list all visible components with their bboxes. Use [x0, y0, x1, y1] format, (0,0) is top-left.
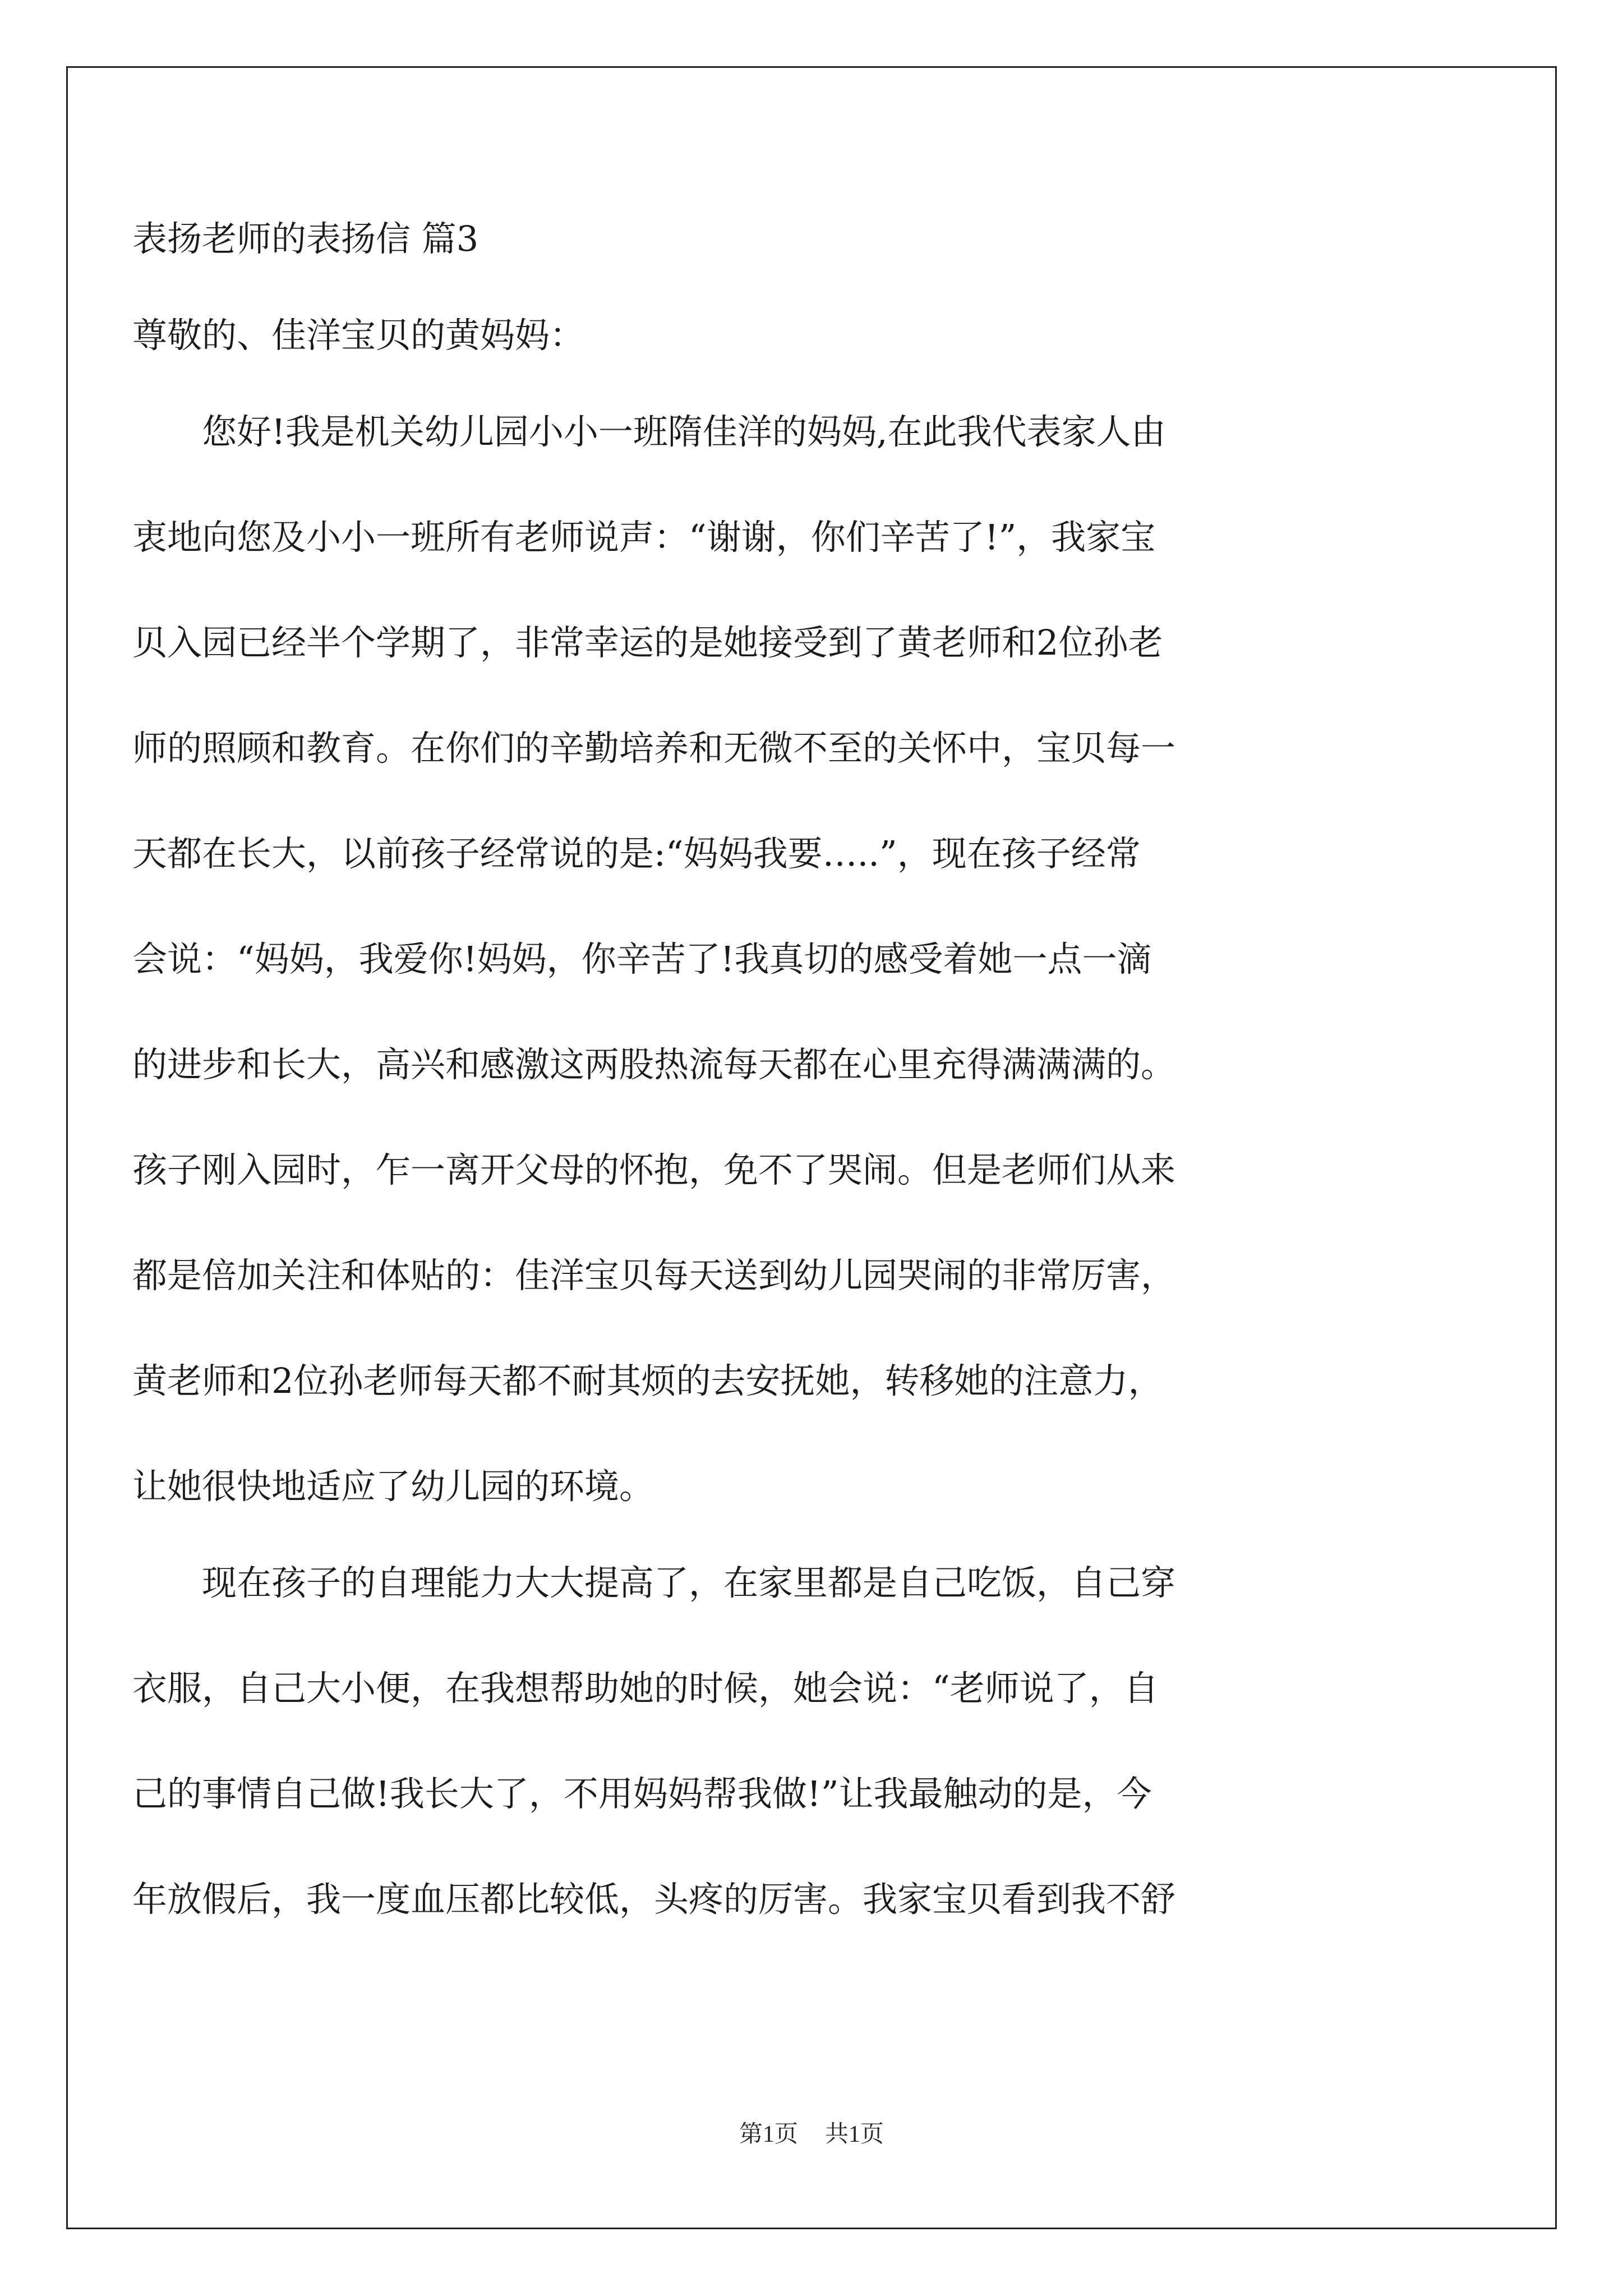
text-line: 天都在长大，以前孩子经常说的是:“妈妈我要…..”，现在孩子经常 — [132, 833, 1141, 874]
text-line: 都是倍加关注和体贴的：佳洋宝贝每天送到幼儿园哭闹的非常厉害， — [132, 1255, 1176, 1296]
text-line: 师的照顾和教育。在你们的辛勤培养和无微不至的关怀中，宝贝每一 — [132, 728, 1176, 769]
paragraph-1 — [132, 411, 1491, 1507]
text-line: 黄老师和2位孙老师每天都不耐其烦的去安抚她，转移她的注意力， — [132, 1360, 1163, 1401]
page-number: 第1页 — [739, 2122, 798, 2147]
text-line: 孩子刚入园时，乍一离开父母的怀抱，免不了哭闹。但是老师们从来 — [132, 1149, 1176, 1190]
document-body — [132, 218, 1491, 1920]
document-title: 表扬老师的表扬信 篇3 — [132, 218, 479, 259]
page-footer — [0, 2123, 1623, 2146]
text-line: 的进步和长大，高兴和感激这两股热流每天都在心里充得满满满的。 — [132, 1044, 1176, 1085]
page-total: 共1页 — [825, 2122, 884, 2147]
text-line: 会说：“妈妈，我爱你!妈妈，你辛苦了!我真切的感受着她一点一滴 — [132, 938, 1152, 979]
text-line: 贝入园已经半个学期了，非常幸运的是她接受到了黄老师和2位孙老 — [132, 622, 1163, 663]
text-line: 现在孩子的自理能力大大提高了，在家里都是自己吃饭，自己穿 — [132, 1562, 1176, 1603]
text-line: 衷地向您及小小一班所有老师说声：“谢谢，你们辛苦了!”，我家宝 — [132, 517, 1156, 558]
paragraph-2 — [132, 1562, 1491, 1920]
text-line: 衣服，自己大小便，在我想帮助她的时候，她会说：“老师说了，自 — [132, 1668, 1159, 1709]
text-line: 年放假后，我一度血压都比较低，头疼的厉害。我家宝贝看到我不舒 — [132, 1879, 1176, 1920]
text-line: 您好!我是机关幼儿园小小一班隋佳洋的妈妈,在此我代表家人由 — [132, 411, 1166, 452]
text-line: 让她很快地适应了幼儿园的环境。 — [132, 1466, 654, 1507]
text-line: 己的事情自己做!我长大了，不用妈妈帮我做!”让我最触动的是，今 — [132, 1773, 1152, 1814]
salutation: 尊敬的、佳洋宝贝的黄妈妈： — [132, 315, 585, 356]
